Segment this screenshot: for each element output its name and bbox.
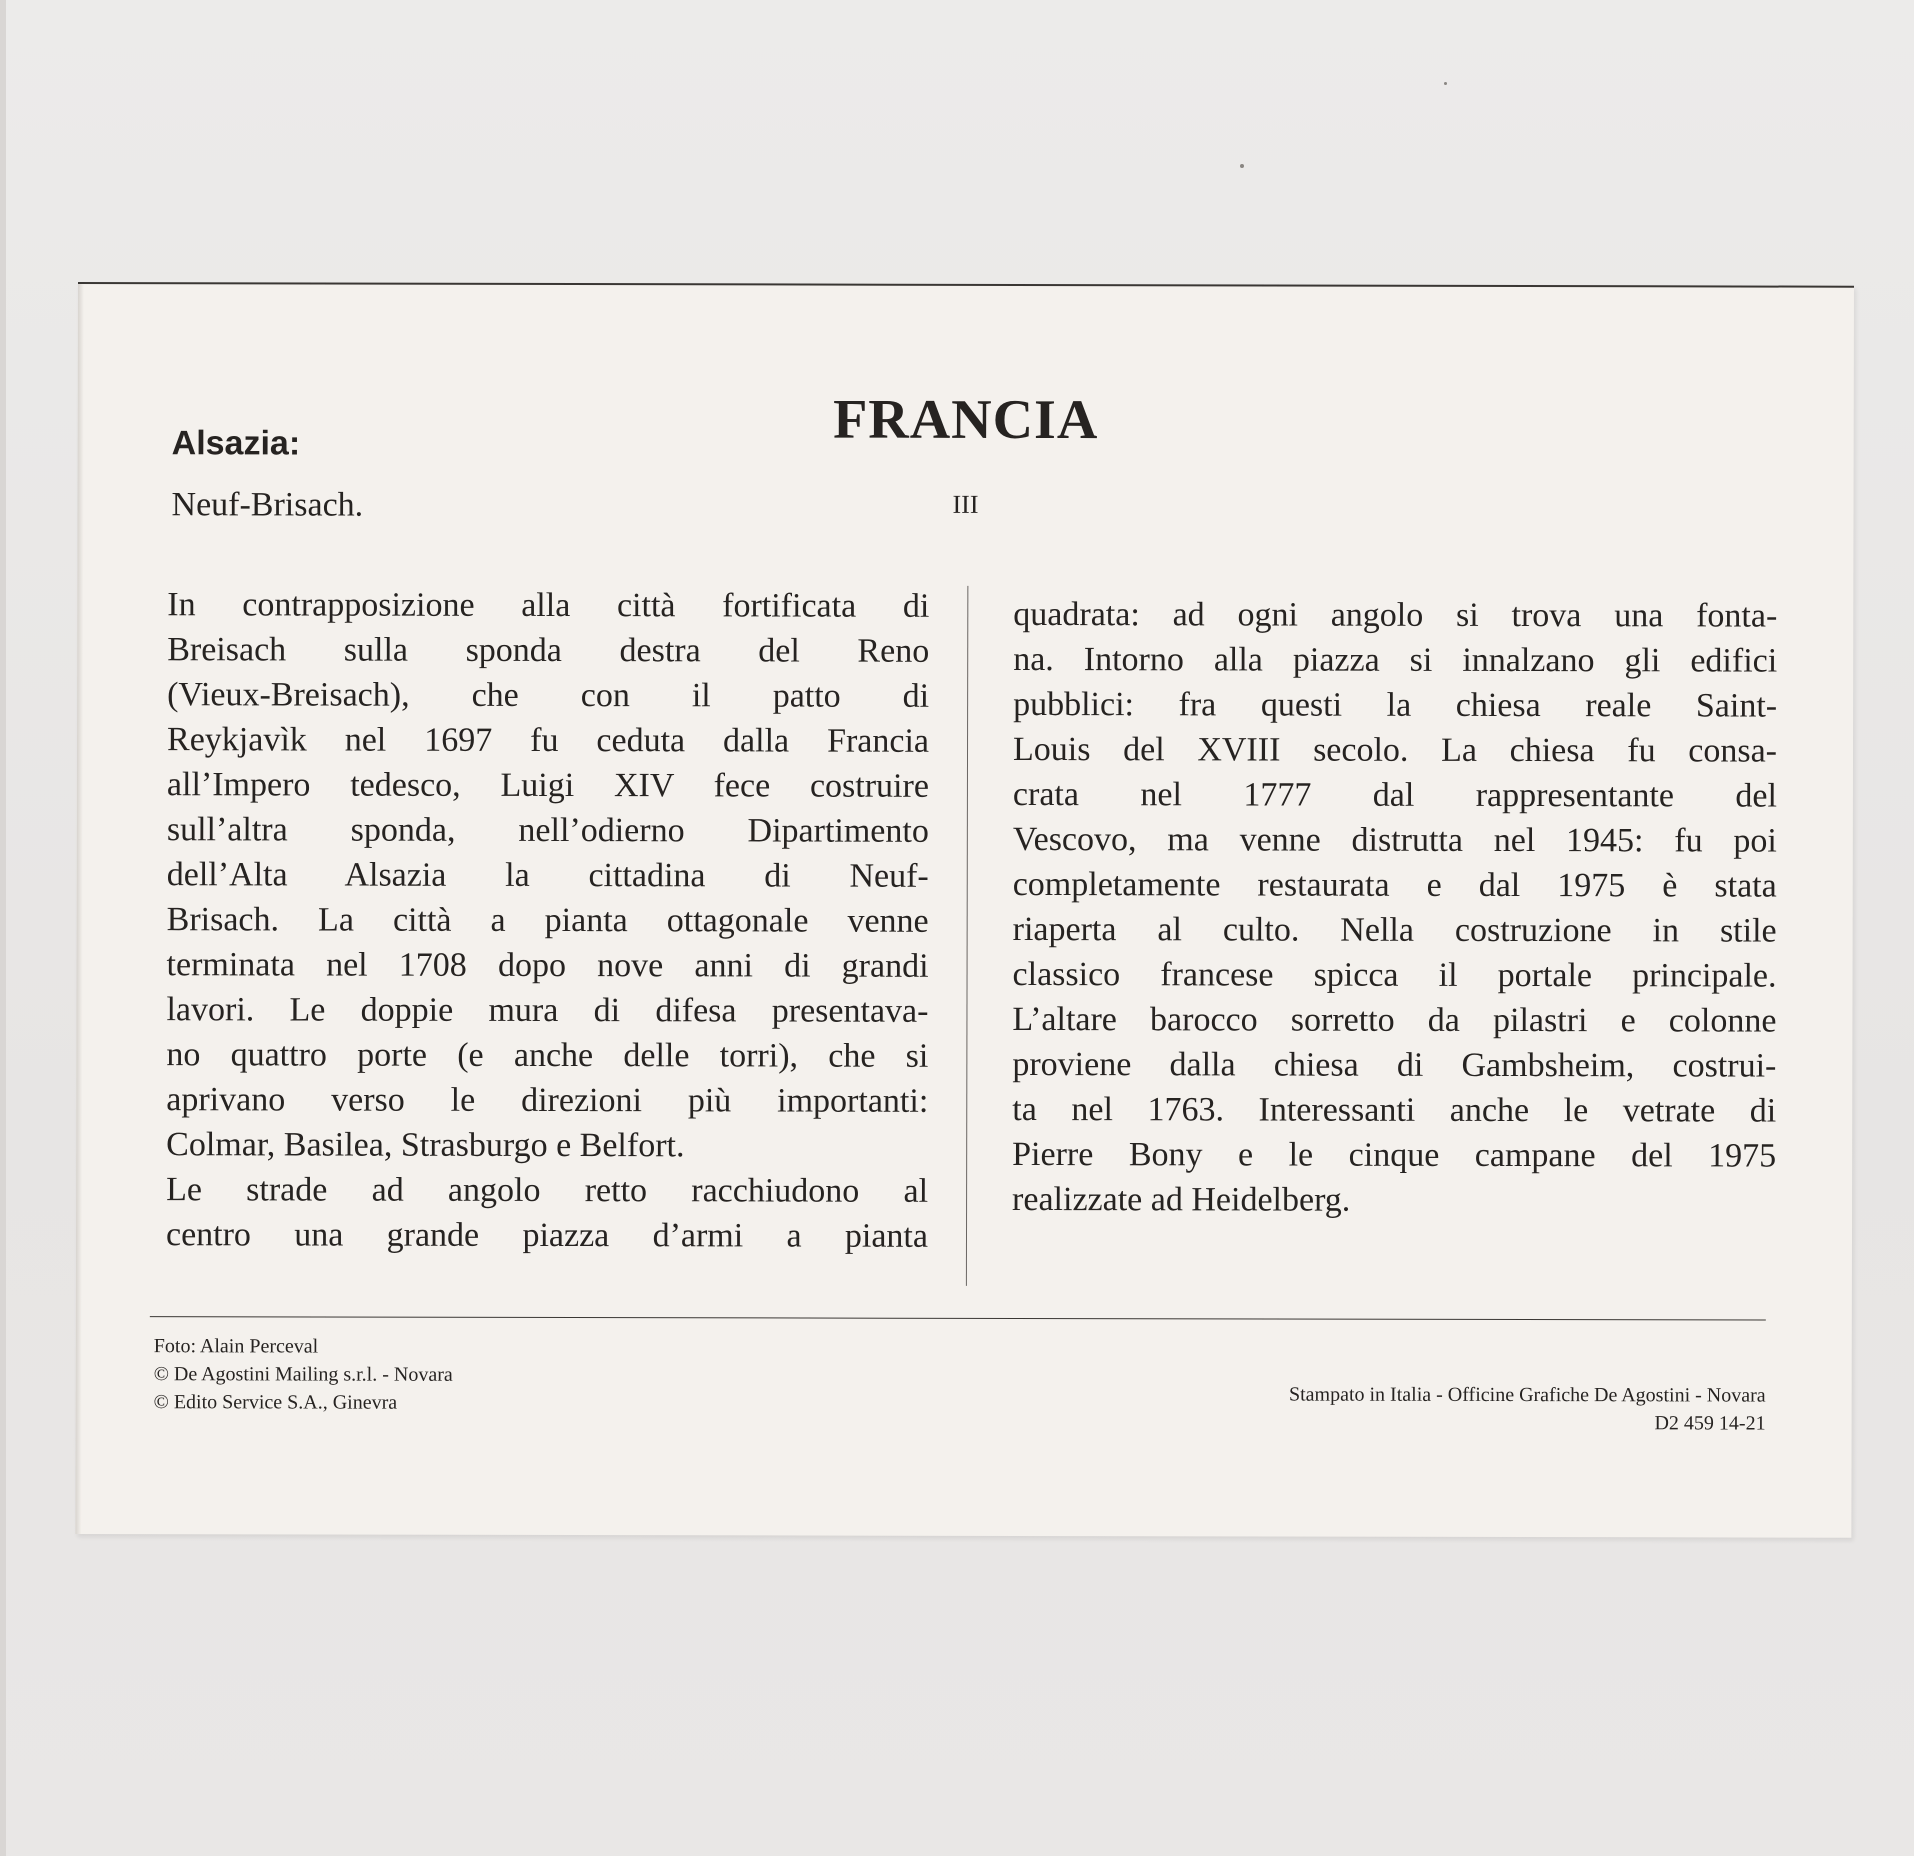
copyright-line: © Edito Service S.A., Ginevra bbox=[153, 1391, 398, 1414]
postcard-back bbox=[75, 282, 1854, 1538]
text-line: In contrapposizione alla città fortificata di bbox=[167, 586, 930, 625]
text-line: proviene dalla chiesa di Gambsheim, costrui- bbox=[1012, 1045, 1777, 1085]
footer-rule bbox=[150, 1316, 1766, 1320]
region-heading: Alsazia: bbox=[171, 424, 301, 463]
photo-credits bbox=[154, 1332, 453, 1417]
text-line: lavori. Le doppie mura di difesa presentava- bbox=[166, 991, 929, 1030]
text-line: quadrata: ad ogni angolo si trova una fonta- bbox=[1013, 595, 1778, 635]
text-column-right bbox=[1012, 592, 1777, 1224]
text-line: Le strade ad angolo retto racchiudono al bbox=[166, 1171, 929, 1210]
text-line: all’Impero tedesco, Luigi XIV fece costruire bbox=[166, 766, 929, 805]
dust-speck bbox=[1444, 82, 1447, 85]
column-divider bbox=[966, 586, 968, 1286]
text-line: ta nel 1763. Interessanti anche le vetrate di bbox=[1012, 1090, 1777, 1130]
text-line: Louis del XVIII secolo. La chiesa fu consa- bbox=[1012, 730, 1778, 770]
text-line: Reykjavìk nel 1697 fu ceduta dalla Francia bbox=[167, 721, 930, 760]
card-edge-shadow bbox=[75, 284, 84, 1534]
text-line: realizzate ad Heidelberg. bbox=[1012, 1180, 1351, 1219]
text-line: centro una grande piazza d’armi a pianta bbox=[165, 1216, 929, 1255]
text-line: Brisach. La città a pianta ottagonale venne bbox=[166, 901, 929, 940]
text-line: classico francese spicca il portale principale. bbox=[1012, 955, 1777, 995]
text-line: terminata nel 1708 dopo nove anni di grandi bbox=[166, 946, 929, 985]
section-number: III bbox=[952, 489, 979, 519]
dust-speck bbox=[1240, 164, 1244, 168]
text-line: sull’altra sponda, nell’odierno Dipartimento bbox=[166, 811, 929, 850]
text-line: dell’Alta Alsazia la cittadina di Neuf- bbox=[166, 856, 929, 895]
text-line: aprivano verso le direzioni più importanti: bbox=[166, 1081, 929, 1120]
text-line: completamente restaurata e dal 1975 è stata bbox=[1012, 865, 1777, 905]
print-code: D2 459 14-21 bbox=[1654, 1412, 1766, 1435]
text-line: riaperta al culto. Nella costruzione in stile bbox=[1012, 910, 1777, 950]
text-line: Colmar, Basilea, Strasburgo e Belfort. bbox=[166, 1126, 685, 1165]
text-line: Pierre Bony e le cinque campane del 1975 bbox=[1012, 1135, 1777, 1175]
copyright-line: © De Agostini Mailing s.r.l. - Novara bbox=[153, 1363, 453, 1386]
place-name: Neuf-Brisach. bbox=[171, 486, 364, 524]
text-line: pubblici: fra questi la chiesa reale Saint- bbox=[1013, 685, 1778, 725]
photo-credit: Foto: Alain Perceval bbox=[153, 1335, 319, 1358]
text-line: (Vieux-Breisach), che con il patto di bbox=[167, 676, 930, 715]
text-column-left bbox=[166, 582, 929, 1259]
text-line: L’altare barocco sorretto da pilastri e colonne bbox=[1012, 1000, 1777, 1040]
text-line: no quattro porte (e anche delle torri), che si bbox=[166, 1036, 929, 1075]
text-line: crata nel 1777 dal rappresentante del bbox=[1012, 775, 1777, 815]
text-line: na. Intorno alla piazza si innalzano gli edifici bbox=[1013, 640, 1778, 680]
page-title: FRANCIA bbox=[833, 388, 1099, 452]
scan-left-edge bbox=[0, 0, 6, 1856]
printer-info bbox=[1289, 1381, 1766, 1438]
text-line: Breisach sulla sponda destra del Reno bbox=[167, 631, 930, 670]
text-line: Vescovo, ma venne distrutta nel 1945: fu poi bbox=[1012, 820, 1777, 860]
printer-line: Stampato in Italia - Officine Grafiche De Agostini - Novara bbox=[1288, 1383, 1766, 1407]
